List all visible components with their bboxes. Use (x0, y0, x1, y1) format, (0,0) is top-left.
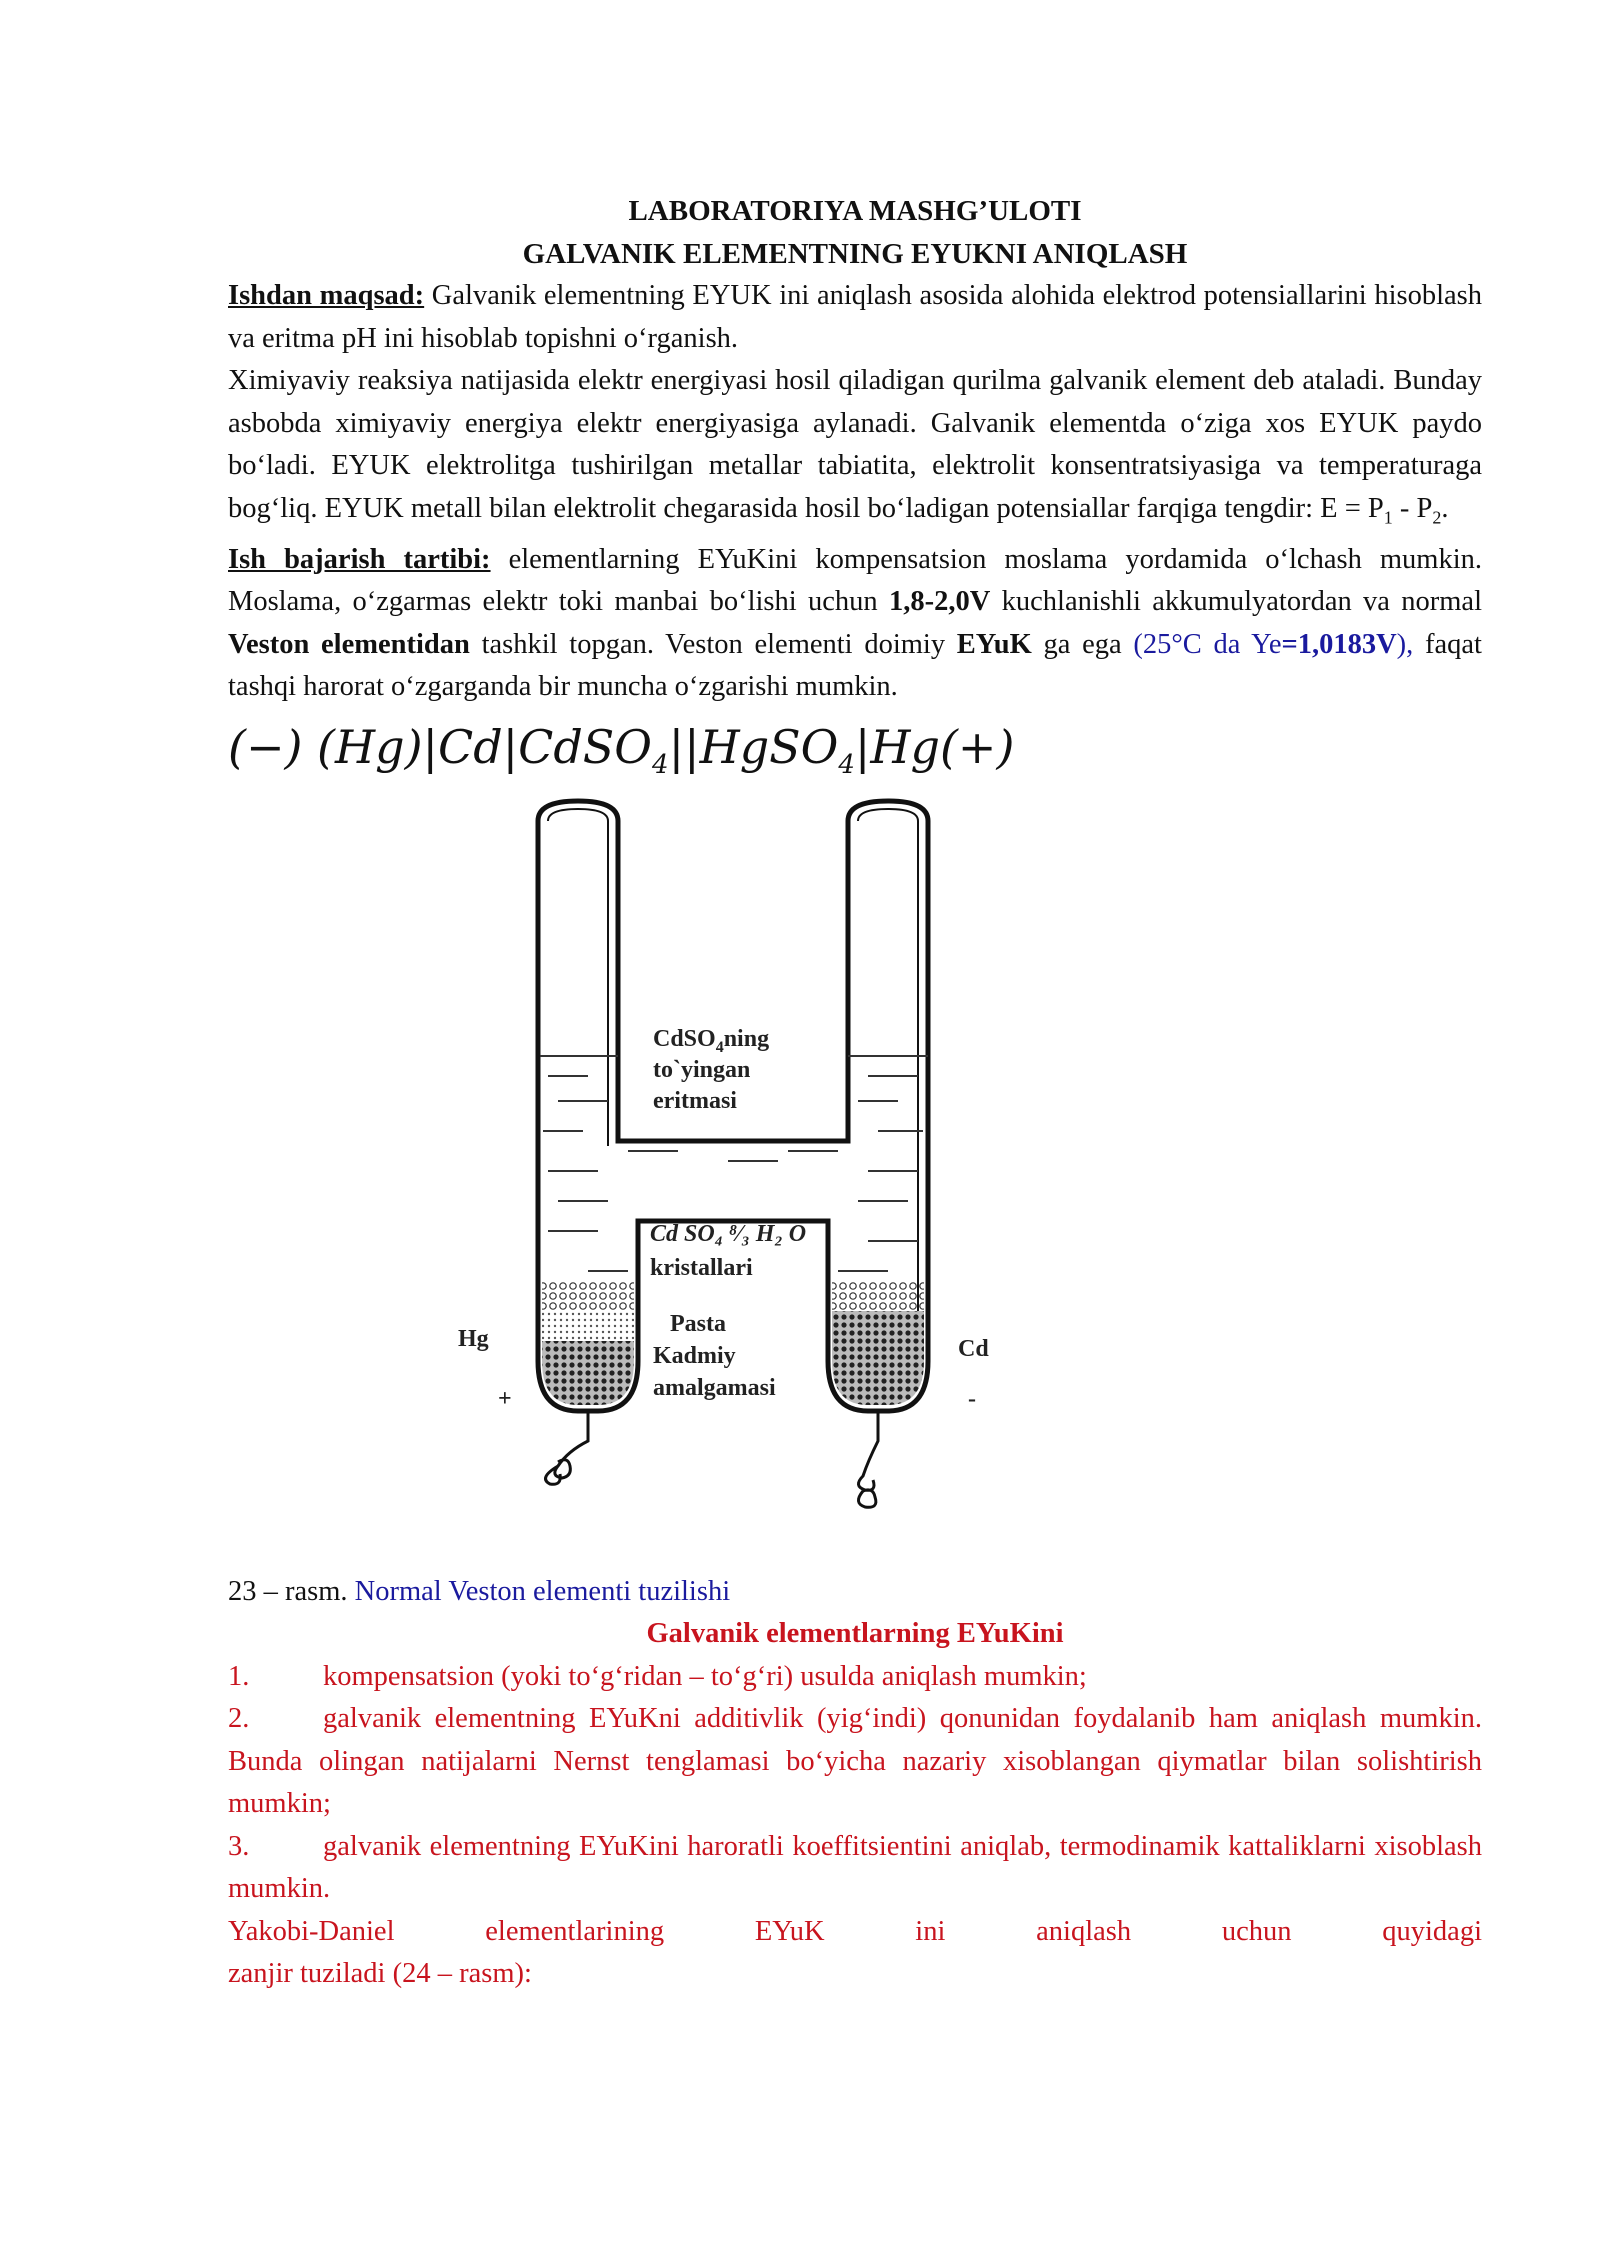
label-minus: - (968, 1385, 976, 1412)
formula-sub1: 4 (652, 749, 669, 780)
label-crystal-formula: Cd SO₄ ⁸⁄₃ H₂ O (650, 1220, 807, 1247)
document-title: LABORATORIYA MASHG’ULOTI (628, 195, 1082, 227)
caption-number: 23 – rasm. (228, 1575, 348, 1607)
procedure-text3: tashkil topgan. Veston elementi doimiy (469, 628, 957, 660)
procedure-voltage: 1,8-2,0V (888, 586, 991, 618)
intro-sub2: 2 (1432, 507, 1442, 528)
document-subtitle: GALVANIK ELEMENTNING EYUKNI ANIQLASH (522, 237, 1188, 270)
procedure-text1: elementlarning EYuKini kompensatsion moslama yordamida o‘lchash mumkin. Moslama, o‘zgarmas elektr toki manbai bo‘lishi uchun (228, 543, 1482, 618)
lead-right (858, 1411, 878, 1507)
intro-end: . (1441, 492, 1449, 524)
procedure-label: Ish bajarish tartibi: (228, 543, 491, 575)
label-pasta: Pasta (670, 1310, 726, 1337)
goal-paragraph (228, 275, 1482, 360)
lead-left (546, 1411, 589, 1484)
list-num: 1. (228, 1660, 250, 1692)
list-text: galvanik elementning EYuKini haroratli koeffitsientini aniqlab, termodinamik kattaliklarni xisoblash mumkin. (228, 1830, 1482, 1905)
procedure-paren-close: ), (1396, 628, 1414, 660)
document-body (228, 190, 1482, 1996)
label-amalgamasi: amalgamasi (653, 1374, 776, 1401)
crystals-left (542, 1281, 634, 1311)
label-cdso4: CdSO$_4$ning (653, 1025, 770, 1056)
intro-text: Ximiyaviy reaksiya natijasida elektr energiyasi hosil qiladigan qurilma galvanik element deb ataladi. Bunday asbobda ximiyaviy energiya elektr energiyasiga aylanadi. Galvanik elementda o‘ziga xos EYUK paydo bo‘ladi. EYUK elektrolitga tushirilgan metallar tabiatita, elektrolit konsentratsiyasiga va temperaturaga bog‘liq. EYUK metall bilan elektrolit chegarasida hosil bo‘ladigan potensiallar farqiga tengdir: E = P (228, 365, 1482, 524)
section-title: Galvanik elementlarning EYuKini (646, 1618, 1064, 1650)
paste-layer (542, 1311, 634, 1341)
figure-caption (228, 1571, 1482, 1614)
list-num: 2. (228, 1703, 250, 1735)
list-item (228, 1698, 1482, 1826)
procedure-text5: faqat tashqi harorat o‘zgarganda bir muncha o‘zgarishi mumkin. (228, 628, 1482, 703)
intro-mid: - P (1392, 492, 1433, 524)
formula-part3: |Hg(+) (854, 719, 1015, 774)
caption-text: Normal Veston elementi tuzilishi (347, 1575, 731, 1607)
label-kristallari: kristallari (650, 1254, 753, 1281)
list-item (228, 1656, 1482, 1699)
methods-list (228, 1656, 1482, 1996)
closing-line2: zanjir tuziladi (24 – rasm): (228, 1958, 532, 1990)
list-item (228, 1826, 1482, 1911)
intro-paragraph (228, 360, 1482, 539)
formula-part2: ||HgSO (668, 719, 839, 774)
veston-cell-diagram (458, 801, 1148, 1571)
closing-line1: Yakobi-Daniel elementlarining EYuK ini aniqlash uchun quyidagi (228, 1915, 1482, 1947)
mercury-fill (542, 1341, 634, 1405)
procedure-eyuk: EYuK (956, 628, 1032, 660)
label-hg: Hg (458, 1325, 489, 1352)
formula-part1: (−) (Hg)|Cd|CdSO (228, 719, 653, 774)
label-eritmasi: eritmasi (653, 1087, 737, 1114)
veston-cell-figure (228, 801, 1482, 1571)
label-toyingan: to`yingan (653, 1056, 751, 1083)
procedure-paren-open: (25°C da Ye (1133, 628, 1282, 660)
goal-label: Ishdan maqsad: (228, 280, 425, 311)
procedure-value: =1,0183V (1281, 628, 1397, 660)
cell-formula (228, 715, 1482, 797)
amalgam-fill (832, 1311, 924, 1405)
procedure-veston: Veston elementidan (228, 628, 470, 660)
list-text: kompensatsion (yoki to‘g‘ridan – to‘g‘ri) usulda aniqlash mumkin; (323, 1660, 1087, 1692)
label-cd: Cd (958, 1335, 989, 1362)
intro-sub1: 1 (1383, 507, 1393, 528)
procedure-paragraph (228, 539, 1482, 709)
label-kadmiy: Kadmiy (653, 1342, 736, 1369)
list-text: galvanik elementning EYuKni additivlik (yig‘indi) qonunidan foydalanib ham aniqlash mumkin. Bunda olingan natijalarni Nernst tenglamasi bo‘yicha nazariy xisoblangan qiymatlar bilan solishtirish mumkin; (228, 1703, 1482, 1820)
formula-sub2: 4 (838, 749, 855, 780)
list-num: 3. (228, 1830, 250, 1862)
goal-text: Galvanik elementning EYUK ini aniqlash asosida alohida elektrod potensiallarini hisoblash va eritma pH ini hisoblab topishni o‘rganish. (228, 280, 1482, 354)
procedure-text4: ga ega (1031, 628, 1134, 660)
label-plus: + (498, 1385, 512, 1412)
procedure-text2: kuchlanishli akkumulyatordan va normal (990, 586, 1482, 618)
crystals-right (832, 1281, 924, 1311)
